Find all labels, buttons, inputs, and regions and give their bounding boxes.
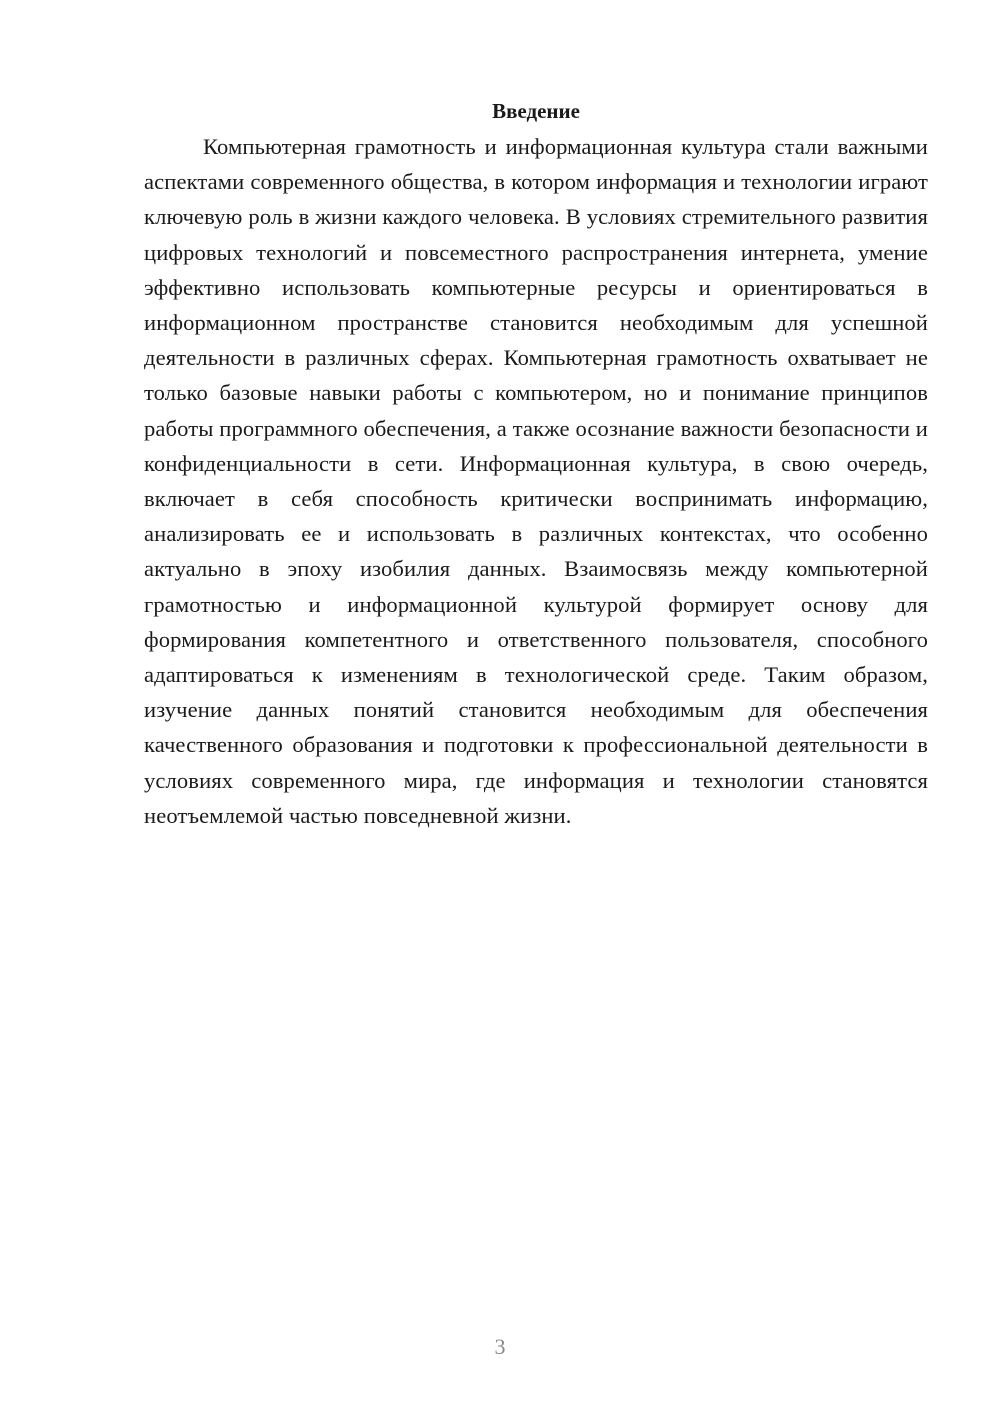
page-number: 3 (494, 1334, 506, 1359)
section-title: Введение (492, 99, 580, 123)
body-paragraph: Компьютерная грамотность и информационная культура стали важными аспектами современного общества, в котором информация и технологии играют ключевую роль в жизни каждого человека. В условиях стремительного развития цифровых технологий и повсеместного распространения интернета, умение эффективно использовать компьютерные ресурсы и ориентироваться в информационном пространстве становится необходимым для успешной деятельности в различных сферах. Компьютерная грамотность охватывает не только базовые навыки работы с компьютером, но и понимание принципов работы программного обеспечения, а также осознание важности безопасности и конфиденциальности в сети. Информационная культура, в свою очередь, включает в себя способность критически воспринимать информацию, анализировать ее и использовать в различных контекстах, что особенно актуально в эпоху изобилия данных. Взаимосвязь между компьютерной грамотностью и информационной культурой формирует основу для формирования компетентного и ответственного пользователя, способного адаптироваться к изменениям в технологической среде. Таким образом, изучение данных понятий становится необходимым для обеспечения качественного образования и подготовки к профессиональной деятельности в условиях современного мира, где информация и технологии становятся неотъемлемой частью повседневной жизни. (144, 134, 928, 828)
page-content (144, 94, 928, 833)
